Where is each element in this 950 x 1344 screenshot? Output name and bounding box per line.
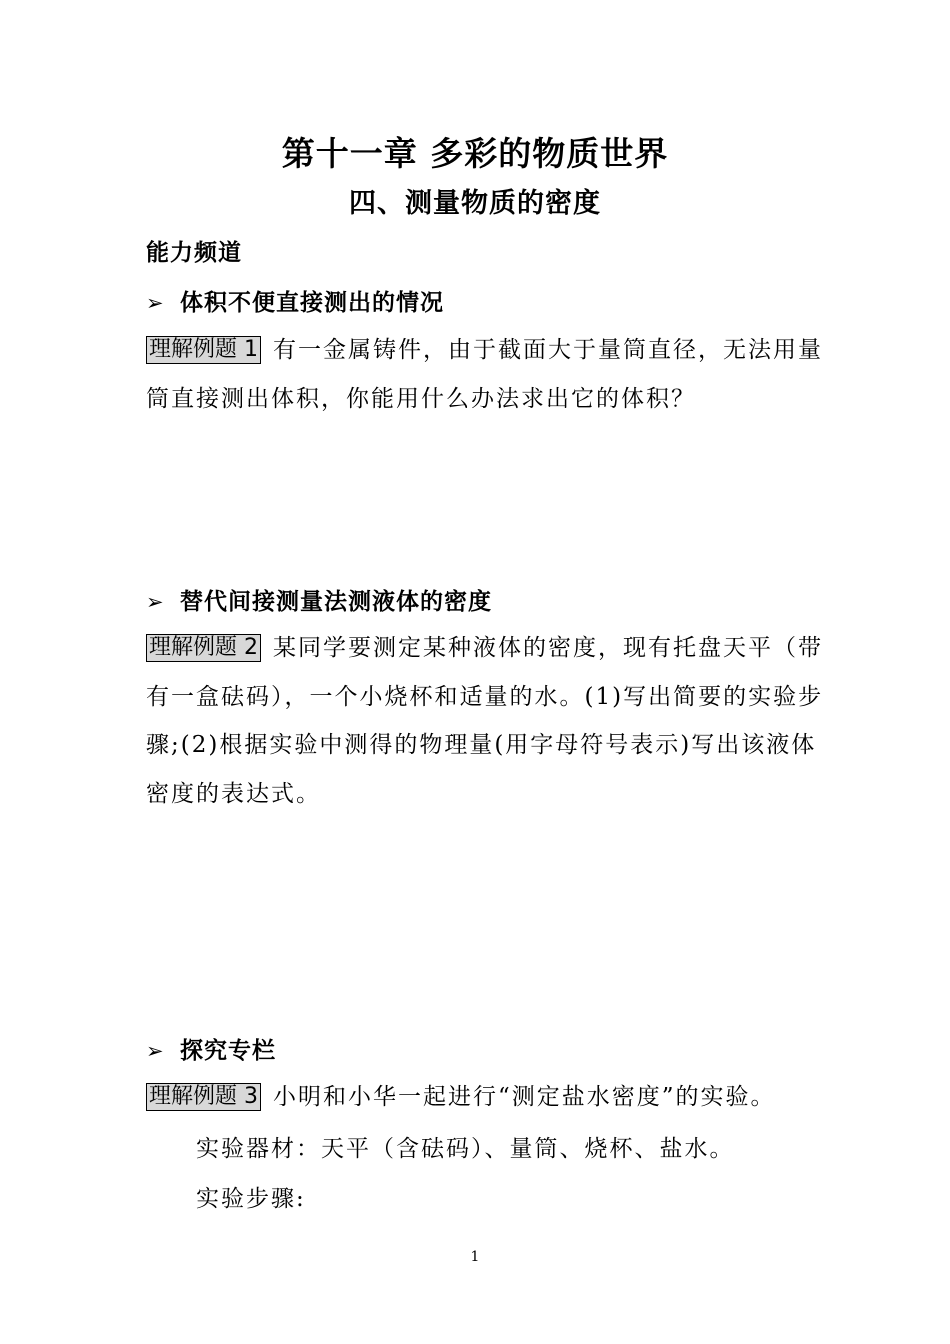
topic-heading-3-text: 探究专栏 <box>180 1038 276 1064</box>
example-3-text: 小明和小华一起进行“测定盐水密度”的实验。 <box>273 1084 776 1110</box>
chapter-title: 第十一章 多彩的物质世界 <box>281 134 669 173</box>
page-number: 1 <box>470 1249 480 1265</box>
channel-heading: 能力频道 <box>146 240 242 266</box>
example-2 <box>146 624 826 818</box>
example-3 <box>146 1073 846 1122</box>
bullet-arrow-icon: ➢ <box>146 590 165 614</box>
topic-heading-2 <box>146 583 492 616</box>
example-tag-1: 理解例题 1 <box>146 336 261 364</box>
topic-heading-1-text: 体积不便直接测出的情况 <box>180 290 444 316</box>
bullet-arrow-icon: ➢ <box>146 1039 165 1063</box>
equipment-line: 实验器材：天平（含砝码）、量筒、烧杯、盐水。 <box>196 1136 735 1162</box>
topic-heading-3 <box>146 1032 276 1065</box>
topic-heading-1 <box>146 284 444 317</box>
example-2-text: 某同学要测定某种液体的密度，现有托盘天平（带有一盒砝码），一个小烧杯和适量的水。(1)写出简要的实验步骤;(2)根据实验中测得的物理量(用字母符号表示)写出该液体密度的表达式。 <box>146 635 824 807</box>
bullet-arrow-icon: ➢ <box>146 291 165 315</box>
example-tag-2: 理解例题 2 <box>146 634 261 662</box>
example-tag-3: 理解例题 3 <box>146 1083 261 1111</box>
example-1 <box>146 326 826 423</box>
topic-heading-2-text: 替代间接测量法测液体的密度 <box>180 589 492 615</box>
example-1-text: 有一金属铸件，由于截面大于量筒直径，无法用量筒直接测出体积，你能用什么办法求出它的体积？ <box>146 337 823 412</box>
section-title: 四、测量物质的密度 <box>349 188 601 219</box>
steps-label: 实验步骤: <box>196 1186 306 1212</box>
